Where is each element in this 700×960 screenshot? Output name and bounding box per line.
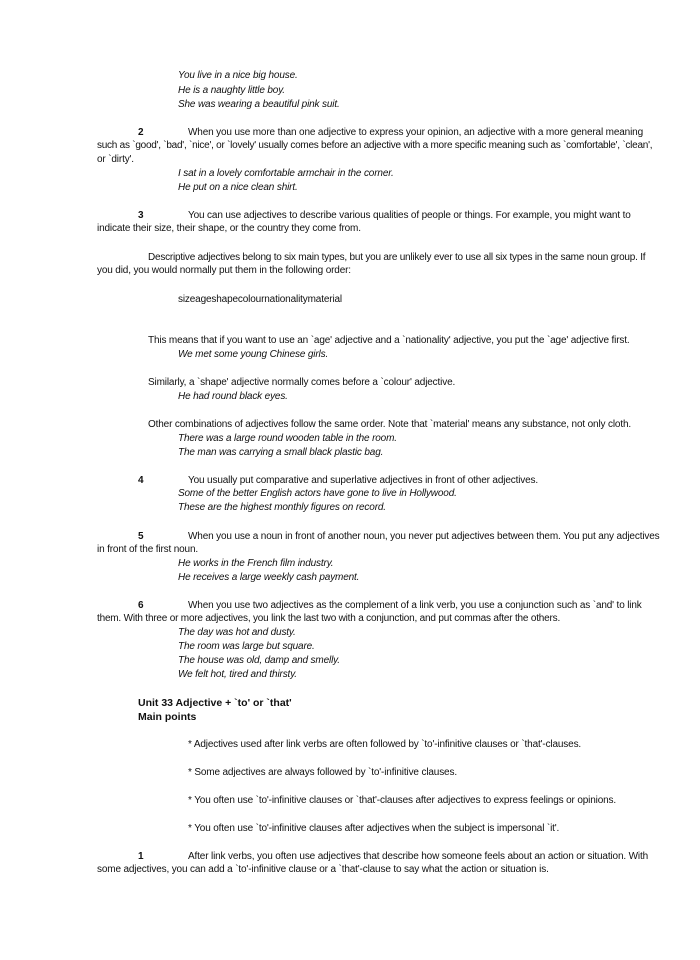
example-sentence: We felt hot, tired and thirsty. (178, 669, 297, 680)
paragraph-line: some adjectives, you can add a `to'-infinitive clause or a `that'-clause to say what the action or situation is. (97, 864, 549, 875)
point-number: 5 (138, 531, 144, 542)
example-sentence: He put on a nice clean shirt. (178, 182, 298, 193)
paragraph-line: such as `good', `bad', `nice', or `lovely' usually comes before an adjective with a more specific meaning such as `comfortable', `clean', (97, 140, 653, 151)
paragraph-line: This means that if you want to use an `age' adjective and a `nationality' adjective, you put the `age' adjective first. (148, 335, 630, 346)
main-point: * You often use `to'-infinitive clauses after adjectives when the subject is impersonal `it'. (188, 823, 560, 834)
example-sentence: The house was old, damp and smelly. (178, 655, 340, 666)
example-sentence: Some of the better English actors have gone to live in Hollywood. (178, 488, 457, 499)
paragraph-line: Other combinations of adjectives follow the same order. Note that `material' means any substance, not only cloth. (148, 419, 631, 430)
paragraph-line: When you use a noun in front of another noun, you never put adjectives between them. You put any adjectives (188, 531, 660, 542)
example-sentence: He works in the French film industry. (178, 558, 334, 569)
example-sentence: We met some young Chinese girls. (178, 349, 329, 360)
example-sentence: He is a naughty little boy. (178, 85, 285, 96)
main-point: * Adjectives used after link verbs are often followed by `to'-infinitive clauses or `that'-clauses. (188, 739, 582, 750)
paragraph-line: you did, you would normally put them in the following order: (97, 265, 351, 276)
adjective-order: sizeageshapecolournationalitymaterial (178, 294, 342, 305)
main-point: * Some adjectives are always followed by `to'-infinitive clauses. (188, 767, 457, 778)
example-sentence: These are the highest monthly figures on record. (178, 502, 386, 513)
point-number: 1 (138, 851, 144, 862)
example-sentence: I sat in a lovely comfortable armchair in the corner. (178, 168, 394, 179)
paragraph-line: You usually put comparative and superlative adjectives in front of other adjectives. (188, 475, 539, 486)
example-sentence: The man was carrying a small black plastic bag. (178, 447, 384, 458)
paragraph-line: When you use two adjectives as the complement of a link verb, you use a conjunction such as `and' to link (188, 600, 642, 611)
point-number: 2 (138, 127, 144, 138)
example-sentence: He receives a large weekly cash payment. (178, 572, 360, 583)
unit-title: Unit 33 Adjective + `to' or `that' (138, 697, 292, 709)
example-sentence: The day was hot and dusty. (178, 627, 296, 638)
paragraph-line: When you use more than one adjective to express your opinion, an adjective with a more general meaning (188, 127, 643, 138)
paragraph-line: After link verbs, you often use adjectives that describe how someone feels about an action or situation. With (188, 851, 649, 862)
point-number: 6 (138, 600, 144, 611)
example-sentence: The room was large but square. (178, 641, 315, 652)
main-point: * You often use `to'-infinitive clauses or `that'-clauses after adjectives to express feelings or opinions. (188, 795, 617, 806)
paragraph-line: them. With three or more adjectives, you link the last two with a conjunction, and put commas after the others. (97, 613, 561, 624)
paragraph-line: Descriptive adjectives belong to six main types, but you are unlikely ever to use all six types in the same noun group. If (148, 252, 646, 263)
point-number: 4 (138, 475, 144, 486)
example-sentence: There was a large round wooden table in the room. (178, 433, 397, 444)
unit-subtitle: Main points (138, 711, 197, 723)
paragraph-line: in front of the first noun. (97, 544, 199, 555)
paragraph-line: or `dirty'. (97, 154, 134, 165)
paragraph-line: indicate their size, their shape, or the country they come from. (97, 223, 361, 234)
example-sentence: She was wearing a beautiful pink suit. (178, 99, 340, 110)
example-sentence: You live in a nice big house. (178, 70, 298, 81)
paragraph-line: You can use adjectives to describe various qualities of people or things. For example, you might want to (188, 210, 631, 221)
paragraph-line: Similarly, a `shape' adjective normally comes before a `colour' adjective. (148, 377, 456, 388)
point-number: 3 (138, 210, 144, 221)
example-sentence: He had round black eyes. (178, 391, 288, 402)
